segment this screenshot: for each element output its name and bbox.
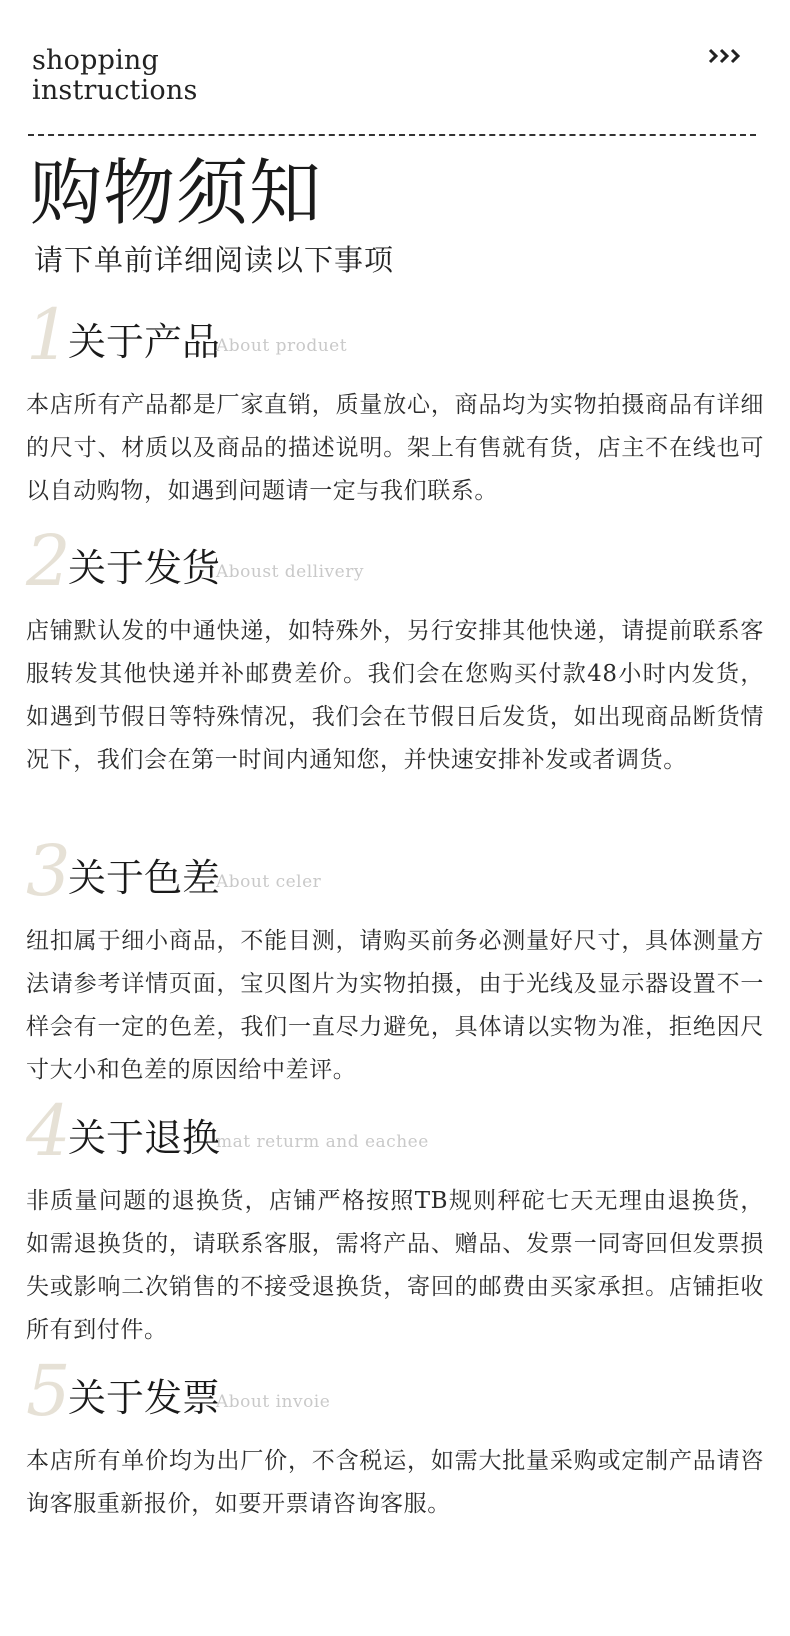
section-number: 3: [26, 830, 71, 912]
section-header: [26, 520, 764, 602]
section-number: 4: [26, 1090, 71, 1172]
header-english-line-1: shopping: [32, 45, 159, 76]
section-title: 关于色差: [68, 856, 221, 900]
section-number: 1: [26, 294, 71, 376]
section-returns: [26, 1090, 764, 1352]
header-english-title: [32, 46, 198, 106]
triple-chevron-right-icon: [708, 46, 742, 66]
page-subtitle: 请下单前详细阅读以下事项: [34, 243, 395, 277]
section-body: 本店所有产品都是厂家直销，质量放心，商品均为实物拍摄商品有详细的尺寸、材质以及商品的描述说明。架上有售就有货，店主不在线也可以自动购物，如遇到问题请一定与我们联系。: [26, 392, 764, 504]
section-header: [26, 1090, 764, 1172]
section-header: [26, 830, 764, 912]
section-english-title: mat returm and eachee: [216, 1132, 429, 1152]
header-english-line-2: instructions: [32, 75, 198, 106]
page-title: 购物须知: [30, 151, 323, 235]
section-product: [26, 294, 764, 513]
section-header: [26, 294, 764, 376]
section-body: 非质量问题的退换货，店铺严格按照TB规则秤砣七天无理由退换货，如需退换货的，请联系客服，需将产品、赠品、发票一同寄回但发票损失或影响二次销售的不接受退换货，寄回的邮费由买家承担。店铺拒收所有到付件。: [26, 1188, 764, 1343]
section-english-title: About celer: [216, 872, 322, 892]
section-invoice: [26, 1350, 764, 1526]
section-number: 5: [26, 1350, 71, 1432]
section-english-title: About produet: [216, 336, 348, 356]
section-body: 本店所有单价均为出厂价，不含税运，如需大批量采购或定制产品请咨询客服重新报价，如要开票请咨询客服。: [26, 1448, 764, 1517]
section-body: 纽扣属于细小商品，不能目测，请购买前务必测量好尺寸，具体测量方法请参考详情页面，宝贝图片为实物拍摄，由于光线及显示器设置不一样会有一定的色差，我们一直尽力避免，具体请以实物为准，拒绝因尺寸大小和色差的原因给中差评。: [26, 928, 764, 1083]
section-body: 店铺默认发的中通快递，如特殊外，另行安排其他快递，请提前联系客服转发其他快递并补邮费差价。我们会在您购买付款48小时内发货，如遇到节假日等特殊情况，我们会在节假日后发货，如出现商品断货情况下，我们会在第一时间内通知您，并快速安排补发或者调货。: [26, 618, 764, 773]
section-header: [26, 1350, 764, 1432]
section-number: 2: [26, 520, 71, 602]
section-title: 关于发货: [68, 546, 221, 590]
dashed-divider: [28, 134, 756, 136]
section-title: 关于退换: [68, 1116, 221, 1160]
section-english-title: About invoie: [216, 1392, 331, 1412]
section-color-difference: [26, 830, 764, 1092]
section-title: 关于发票: [68, 1376, 221, 1420]
section-delivery: [26, 520, 764, 782]
section-title: 关于产品: [68, 320, 221, 364]
section-english-title: Aboust dellivery: [216, 562, 364, 582]
